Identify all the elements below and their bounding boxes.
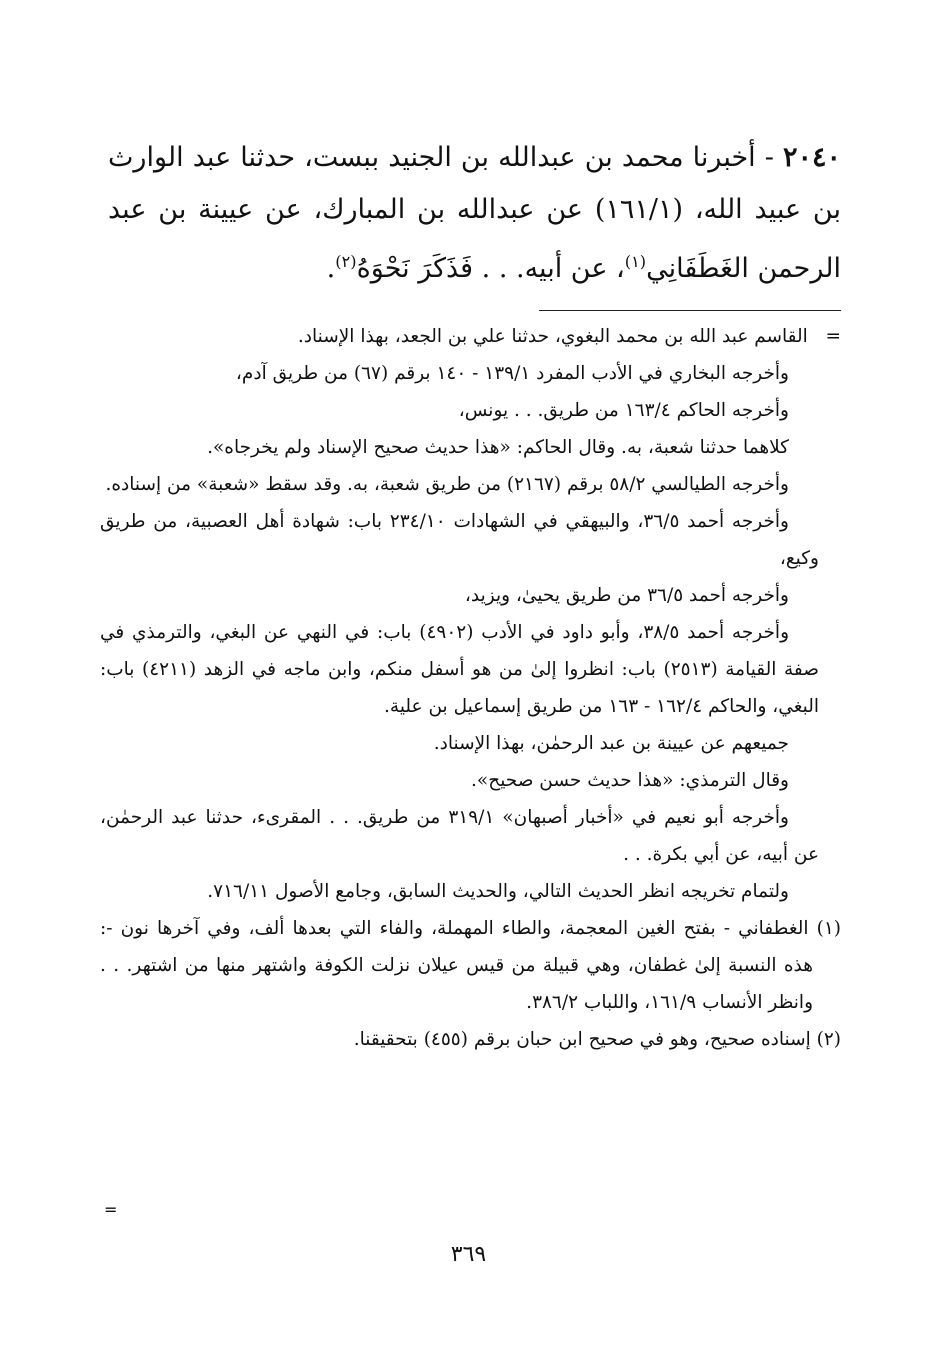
note-line: وأخرجه أحمد ٣٦/٥، والبيهقي في الشهادات ٢٣٤/١٠ باب: شهادة أهل العصبية، من طريق وكيع، — [100, 511, 819, 569]
hadith-line-3a: عبد الرحمن الغَطَفَانِي — [108, 194, 841, 284]
note-line: كلاهما حدثنا شعبة، به. وقال الحاكم: «هذا حديث صحيح الإسناد ولم يخرجاه». — [207, 437, 789, 458]
note-line: وأخرجه أحمد ٣٨/٥، وأبو داود في الأدب (٤٩٠٢) باب: في النهي عن البغي، والترمذي في صفة القيامة (٢٥١٣) باب: انظروا إلىٰ من هو أسفل منكم، وابن ماجه في الزهد (٤٢١١) باب: البغي، والحاكم ١٦٢/٤ - ١٦٣ من طريق إسماعيل بن علية. — [100, 622, 819, 717]
hadith-line-3b: ، عن أبيه. . . فَذَكَرَ نَحْوَهُ — [356, 253, 625, 284]
continuation-mark: = — [825, 326, 841, 347]
note-line: وقال الترمذي: «هذا حديث حسن صحيح». — [471, 770, 789, 791]
note-line: = القاسم عبد الله بن محمد البغوي، حدثنا علي بن الجعد، بهذا الإسناد. — [297, 326, 841, 347]
hadith-paragraph — [108, 132, 841, 295]
footnote-ref-2: (٢) — [335, 252, 357, 271]
note-line: وأخرجه الطيالسي ٥٨/٢ برقم (٢١٦٧) من طريق شعبة، به. وقد سقط «شعبة» من إسناده. — [105, 474, 789, 495]
hadith-number: ٢٠٤٠ — [782, 142, 841, 173]
note-line: جميعهم عن عيينة بن عبد الرحمٰن، بهذا الإسناد. — [433, 733, 789, 754]
note-line: وأخرجه أحمد ٣٦/٥ من طريق يحيىٰ، ويزيد، — [464, 585, 789, 606]
footnote-2: (٢) إسناده صحيح، وهو في صحيح ابن حبان برقم (٤٥٥) بتحقيقنا. — [353, 1029, 841, 1050]
note-line: وأخرجه الحاكم ١٦٣/٤ من طريق. . . يونس، — [458, 400, 789, 421]
footnote-ref-1: (١) — [624, 252, 647, 271]
hadith-line-2: الوارث بن عبيد الله، (١٦١/١) عن عبدالله بن المبارك، عن عيينة بن — [108, 142, 841, 225]
page-number: ٣٦٩ — [450, 1242, 487, 1267]
footnote-1: (١) الغطفاني - بفتح الغين المعجمة، والطاء المهملة، والفاء التي بعدها ألف، وفي آخرها نون -: هذه النسبة إلىٰ غطفان، وهي قبيلة من قيس عيلان نزلت الكوفة واشتهر منها من اشتهر. . . وانظر الأنساب ١٦١/٩، واللباب ٣٨٦/٢. — [100, 918, 841, 1013]
footnotes — [100, 318, 841, 1058]
hadith-line-3c: . — [326, 253, 336, 284]
note-line: وأخرجه أبو نعيم في «أخبار أصبهان» ٣١٩/١ من طريق. . . المقرىء، حدثنا عبد الرحمٰن، عن أبيه، عن أبي بكرة. . . — [100, 807, 819, 865]
note-line: ولتمام تخريجه انظر الحديث التالي، والحديث السابق، وجامع الأصول ٧١٦/١١. — [207, 881, 789, 902]
end-mark: = — [104, 1200, 118, 1219]
note-line: وأخرجه البخاري في الأدب المفرد ١٣٩/١ - ١٤٠ برقم (٦٧) من طريق آدم، — [235, 363, 789, 384]
hadith-line-1: - أخبرنا محمد بن عبدالله بن الجنيد ببست، حدثنا عبد — [192, 142, 774, 173]
footnote-separator — [539, 310, 841, 311]
hadith-text — [108, 132, 841, 295]
